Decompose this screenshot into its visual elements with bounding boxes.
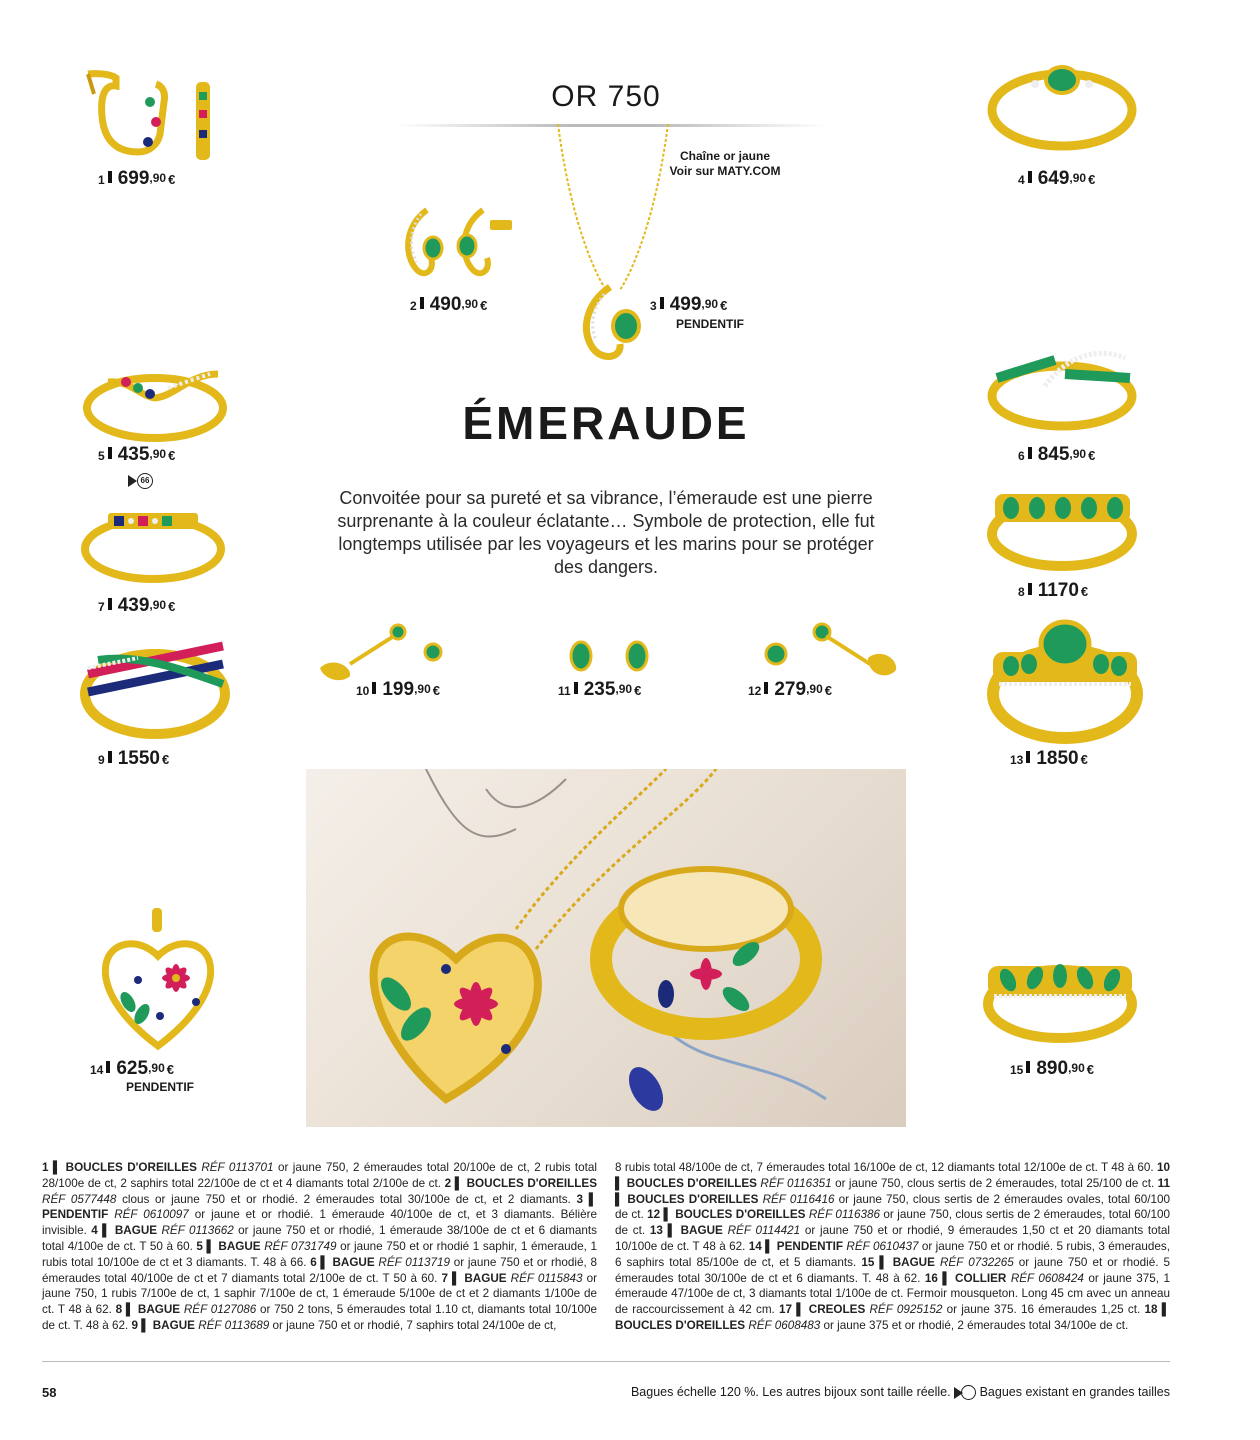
description-text: or jaune 750, 2 émeraudes total 20/100e de ct, 2 rubis total 28/100e de ct, 2 saphirs total 22/100e de ct et 4 diamants total 2/100e de ct. [42,1161,598,1190]
description-item-title: 10 ▌ BOUCLES D'OREILLES [615,1161,1170,1190]
scale-note: Bagues échelle 120 %. Les autres bijoux sont taille réelle. [630,1385,951,1399]
description-ref: RÉF 0113689 [198,1318,270,1332]
description-item-title: 15 ▌ BAGUE [861,1255,940,1269]
separator-mark [108,171,112,183]
description-ref: RÉF 0115843 [510,1271,583,1285]
product-15-price: 15 890,90 € [1010,1058,1094,1079]
product-2-price: 2 490,90 € [410,294,488,315]
section-title: OR 750 [551,80,661,113]
description-text: or jaune 750, 1 rubis 7/100e de ct, 1 saphir 7/100e de ct, 1 émeraude 5/100e de ct et 2 diamants 1/100e de ct. T 48 à 62. [42,1271,597,1317]
product-14-price: 14 625,90 € [90,1058,174,1079]
earrings-10-image[interactable] [312,618,452,688]
description-item-title: 3 ▌ PENDENTIF [42,1192,597,1222]
description-ref: RÉF 0116351 [760,1176,832,1190]
description-ref: RÉF 0610097 [114,1208,189,1222]
footer-divider [42,1361,1170,1362]
description-item-title: 5 ▌ BAGUE [196,1239,265,1253]
size-badge: 66 [137,473,153,489]
product-4-price: 4 649,90 € [1018,168,1096,189]
description-text: or jaune 750 et or rhodié, 1 émeraude 38/100e de ct et 6 diamants total 4/100e de ct. T 50 à 60. [42,1224,598,1253]
page-heading: ÉMERAUDE [462,397,750,449]
description-text: or jaune 750, clous sertis de 2 émeraudes, total 60/100 de ct. [615,1208,1171,1238]
description-item-title: 18 ▌ BOUCLES D'OREILLES [615,1303,1170,1332]
pendant-14-image[interactable] [98,906,218,1056]
description-ref: RÉF 0608424 [1010,1271,1084,1285]
product-12-price: 12 279,90 € [748,679,832,700]
description-item-title: 8 ▌ BAGUE [115,1303,184,1317]
description-text: or 750 2 tons, 5 émeraudes total 1.10 ct, diamants total 10/100e de ct. T. 48 à 62. [42,1303,597,1332]
ring-7-image[interactable] [78,505,228,590]
product-13-price: 13 1850 € [1010,748,1088,769]
description-item-title: 9 ▌ BAGUE [131,1318,199,1332]
product-7-price: 7 439,90 € [98,595,176,616]
product-3-price: 3 499,90 € [650,294,728,315]
description-text: or jaune 750 et or rhodié, 9 émeraudes 1,50 ct et 20 diamants total 10/100e de ct. T 48 à 62. [615,1224,1170,1253]
description-ref: RÉF 0113662 [161,1224,234,1238]
earrings-1-image[interactable] [78,64,223,164]
description-text: or jaune 750 et or rhodié, 8 émeraudes total 40/100e de ct et 7 diamants total 2/100e de ct. T 50 à 60. [42,1255,597,1285]
lifestyle-photo [306,769,906,1127]
earrings-12-image[interactable] [760,618,905,688]
description-text: or jaune 750 et or rhodié. 5 rubis, 3 émeraudes, 6 saphirs total 85/100e de ct, et 5 diamants. [615,1239,1170,1269]
ring-15-image[interactable] [980,948,1140,1048]
product-11-price: 11 235,90 € [558,679,642,700]
description-text: or jaune 750 et or rhodié, 7 saphirs total 24/100e de ct, [269,1318,557,1332]
product-8-price: 8 1170 € [1018,580,1089,601]
description-ref: RÉF 0114421 [727,1224,801,1238]
ring-8-image[interactable] [985,480,1140,575]
intro-text: Convoitée pour sa pureté et sa vibrance, l’émeraude est une pierre surprenante à la couleur éclatante… Symbole de protection, elle fut longtemps utilisée par les voyageurs et les marins pour se protéger des dangers. [337,488,875,577]
description-text: or jaune 750, clous sertis de 2 émeraudes, total 25/100 de ct. [831,1176,1158,1190]
description-ref: RÉF 0113719 [378,1255,450,1269]
large-size-badge[interactable] [128,472,153,490]
description-item-title: 16 ▌ COLLIER [924,1271,1011,1285]
chain-note-line1: Chaîne or jaune [679,149,771,163]
description-item-title: 13 ▌ BAGUE [649,1224,728,1238]
description-item-title: 4 ▌ BAGUE [91,1224,162,1238]
product-9-price: 9 1550 € [98,748,170,769]
description-text: or jaune 375 et or rhodié, 2 émeraudes total 34/100e de ct. [820,1318,1129,1332]
description-ref: RÉF 0113701 [201,1161,274,1174]
product-1-price: 1 699,90 € [98,168,176,189]
description-ref: RÉF 0925152 [869,1303,943,1317]
ring-4-image[interactable] [985,58,1140,158]
description-ref: RÉF 0608483 [748,1318,821,1332]
description-ref: RÉF 0116416 [762,1192,835,1206]
ring-9-image[interactable] [78,628,233,743]
description-item-title: 11 ▌ BOUCLES D'OREILLES [615,1176,1171,1206]
price-value: 699 [117,168,150,189]
photo-illustration [306,769,906,1127]
product-14-label: PENDENTIF [126,1080,195,1094]
description-item-title: 12 ▌ BOUCLES D'OREILLES [647,1208,809,1222]
description-ref: RÉF 0577448 [42,1192,117,1206]
description-text: or jaune 750, clous sertis de 2 émeraudes ovales, total 60/100 de ct. [615,1192,1170,1222]
earrings-2-image[interactable] [395,200,520,285]
description-text: 8 rubis total 48/100e de ct, 7 émeraudes total 16/100e de ct, 12 diamants total 12/100e de ct. T 48 à 60. [615,1161,1157,1174]
description-item-title: 7 ▌ BAGUE [441,1271,511,1285]
description-ref: RÉF 0731749 [264,1239,337,1253]
large-size-note: Bagues existant en grandes tailles [979,1385,1170,1399]
description-text: clous or jaune 750 et or rhodié. 2 émeraudes total 30/100e de ct, et 2 diamants. [116,1192,577,1206]
play-arrow-icon [128,475,137,487]
description-ref: RÉF 0610437 [846,1239,919,1253]
description-item-title: 1 ▌ BOUCLES D'OREILLES [42,1161,202,1174]
product-3-label: PENDENTIF [676,317,745,331]
footer-note [631,1385,1170,1400]
product-5-price: 5 435,90 € [98,444,176,465]
description-item-title: 17 ▌ CREOLES [779,1303,870,1317]
description-text: or jaune 375. 16 émeraudes 1,25 ct. [942,1303,1145,1317]
product-6-price: 6 845,90 € [1018,444,1096,465]
description-ref: RÉF 0127086 [183,1303,257,1317]
description-text: or jaune 750 et or rhodié 1 saphir, 1 émeraude, 1 rubis total 10/100e de ct et 3 diamants. T. 48 à 66. [42,1239,597,1269]
description-item-title: 2 ▌ BOUCLES D'OREILLES [444,1176,598,1190]
ring-13-image[interactable] [985,612,1145,747]
description-text: or jaune 750 et or rhodié. 5 émeraudes total 30/100e de ct et 6 diamants. T. 48 à 62. [615,1255,1170,1285]
pendant-3-image[interactable] [548,122,678,370]
chain-note-line2: Voir sur MATY.COM [669,164,781,178]
product-descriptions-left [42,1160,597,1334]
ring-size-icon [961,1385,976,1400]
description-text: or jaune et or rhodié. 1 émeraude 40/100e de ct, et 3 diamants. Bélière invisible. [42,1208,597,1238]
description-text: or jaune 375, 1 émeraude 47/100e de ct, 3 diamants total 1/100e de ct. Fermoir mousqueton. Long 45 cm avec un anneau de raccourcissement à 42 cm. [615,1271,1170,1317]
product-descriptions-right [615,1160,1170,1334]
description-item-title: 6 ▌ BAGUE [310,1255,379,1269]
description-ref: RÉF 0116386 [808,1208,881,1222]
earrings-11-image[interactable] [565,636,655,676]
product-10-price: 10 199,90 € [356,679,440,700]
description-ref: RÉF 0732265 [939,1255,1014,1269]
description-item-title: 14 ▌ PENDENTIF [748,1239,847,1253]
page-number: 58 [42,1385,57,1400]
